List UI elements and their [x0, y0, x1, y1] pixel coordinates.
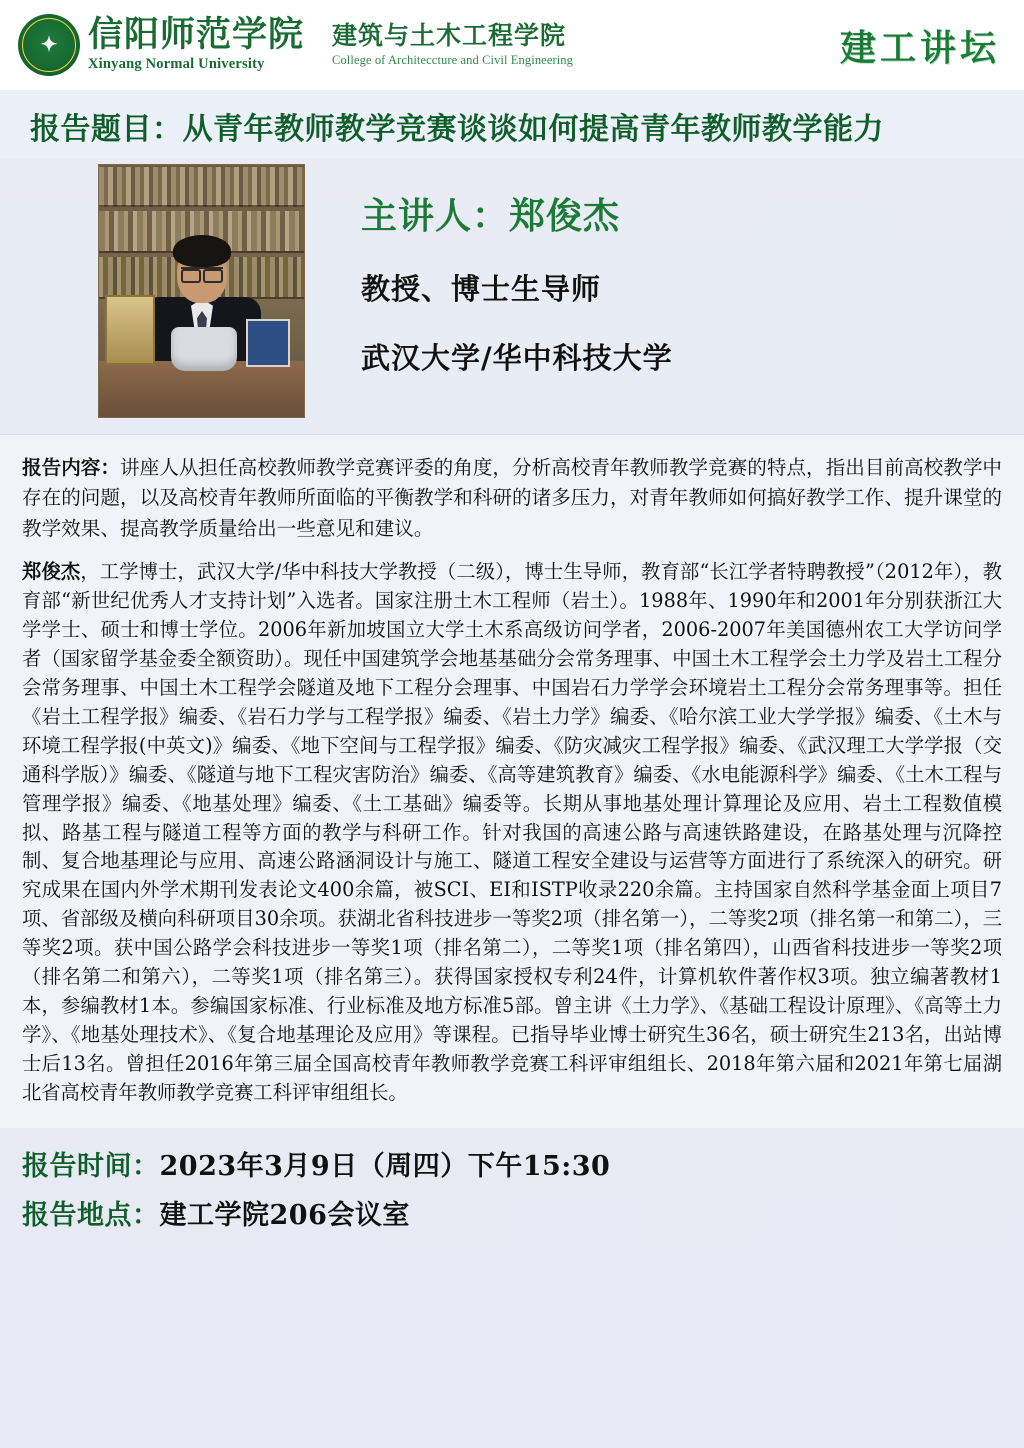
portrait-photo-frame: [246, 319, 290, 367]
bio-name: 郑俊杰: [22, 560, 81, 584]
event-place-value: 建工学院206会议室: [159, 1199, 410, 1231]
portrait-hair: [173, 235, 231, 267]
poster-footer: [0, 1128, 1024, 1248]
university-seal-icon: [18, 14, 80, 76]
event-place-label: 报告地点：: [22, 1199, 160, 1231]
seal-ring: [22, 18, 76, 72]
abstract-label: 报告内容：: [22, 456, 121, 479]
portrait-award-plaque: [105, 295, 155, 365]
event-time-value: 2023年3月9日（周四）下午15:30: [159, 1150, 611, 1182]
portrait-trophy: [171, 327, 237, 371]
abstract-paragraph: [22, 453, 1002, 544]
topic-label: 报告题目：: [30, 112, 183, 147]
event-place-line: [22, 1193, 1002, 1232]
bio-paragraph: [22, 558, 1002, 1108]
seal-mark: ✦: [40, 33, 58, 56]
university-name-cn: 信阳师范学院: [88, 14, 305, 56]
speaker-info: [305, 164, 673, 377]
speaker-name-line: [361, 188, 673, 239]
speaker-portrait: [98, 164, 305, 418]
college-name-en: College of Architeccture and Civil Engineering: [332, 52, 573, 67]
topic-section: [0, 90, 1024, 158]
poster-body: [0, 434, 1024, 1128]
university-names: [88, 14, 305, 73]
speaker-affiliation: 武汉大学/华中科技大学: [361, 341, 673, 375]
topic-value: 从青年教师教学竞赛谈谈如何提高青年教师教学能力: [182, 112, 884, 147]
speaker-section: [0, 158, 1024, 434]
speaker-name-label: 主讲人：: [361, 195, 510, 237]
college-name-cn: 建筑与土木工程学院: [332, 21, 567, 51]
speaker-role: 教授、博士生导师: [361, 272, 602, 306]
topic-line: [30, 104, 1002, 148]
bio-text: ，工学博士，武汉大学/华中科技大学教授（二级），博士生导师，教育部“长江学者特聘教授”（2012年），教育部“新世纪优秀人才支持计划”入选者。国家注册土木工程师（岩土）。1988年、1990年和2001年分别获浙江大学学士、硕士和博士学位。2006年新加坡国立大学土木系高级访问学者，2006-2007年美国德州农工大学访问学者（国家留学基金委全额资助）。现任中国建筑学会地基基础分会常务理事、中国土木工程学会土力学及岩土工程分会常务理事、中国土木工程学会隧道及地下工程分会理事、中国岩石力学学会环境岩土工程分会常务理事等。担任《岩土工程学报》编委、《岩石力学与工程学报》编委、《岩土力学》编委、《哈尔滨工业大学学报》编委、《土木与环境工程学报(中英文)》编委、《地下空间与工程学报》编委、《防灾减灾工程学报》编委、《武汉理工大学学报（交通科学版）》编委、《隧道与地下工程灾害防治》编委、《高等建筑教育》编委、《水电能源科学》编委、《土木工程与管理学报》编委、《地基处理》编委、《土工基础》编委等。长期从事地基处理计算理论及应用、岩土工程数值模拟、路基工程与隧道工程等方面的教学与科研工作。针对我国的高速公路与高速铁路建设，在路基处理与沉降控制、复合地基理论与应用、高速公路涵洞设计与施工、隧道工程安全建设与运营等方面进行了系统深入的研究。研究成果在国内外学术期刊发表论文400余篇，被SCI、EI和ISTP收录220余篇。主持国家自然科学基金面上项目7项、省部级及横向科研项目30余项。获湖北省科技进步一等奖2项（排名第一），二等奖2项（排名第一和第二），三等奖2项。获中国公路学会科技进步一等奖1项（排名第二），二等奖1项（排名第四），山西省科技进步一等奖2项（排名第二和第六），二等奖1项（排名第三）。获得国家授权专利24件，计算机软件著作权3项。独立编著教材1本，参编教材1本。参编国家标准、行业标准及地方标准5部。曾主讲《土力学》、《基础工程设计原理》、《高等土力学》、《地基处理技术》、《复合地基理论及应用》等课程。已指导毕业博士研究生36名，硕士研究生213名，出站博士后13名。曾担任2016年第三届全国高校青年教师教学竞赛工科评审组组长、2018年第六届和2021年第七届湖北省高校青年教师教学竞赛工科评审组组长。: [22, 560, 1003, 1104]
abstract-text: 讲座人从担任高校教师教学竞赛评委的角度，分析高校青年教师教学竞赛的特点，指出目前高校教学中存在的问题，以及高校青年教师所面临的平衡教学和科研的诸多压力，对青年教师如何搞好教学工作、提升课堂的教学效果、提高教学质量给出一些意见和建议。: [22, 456, 1003, 540]
bookshelf-row-1: [99, 167, 304, 207]
portrait-glasses-icon: [181, 267, 223, 280]
event-time-label: 报告时间：: [22, 1150, 160, 1182]
poster-header: [0, 0, 1024, 90]
event-time-line: [22, 1144, 1002, 1183]
forum-title: 建工讲坛: [839, 26, 1000, 69]
college-names: [332, 22, 573, 68]
university-name-en: Xinyang Normal University: [88, 55, 265, 72]
bookshelf-shelf-1: [99, 205, 304, 207]
speaker-name: 郑俊杰: [509, 195, 621, 237]
